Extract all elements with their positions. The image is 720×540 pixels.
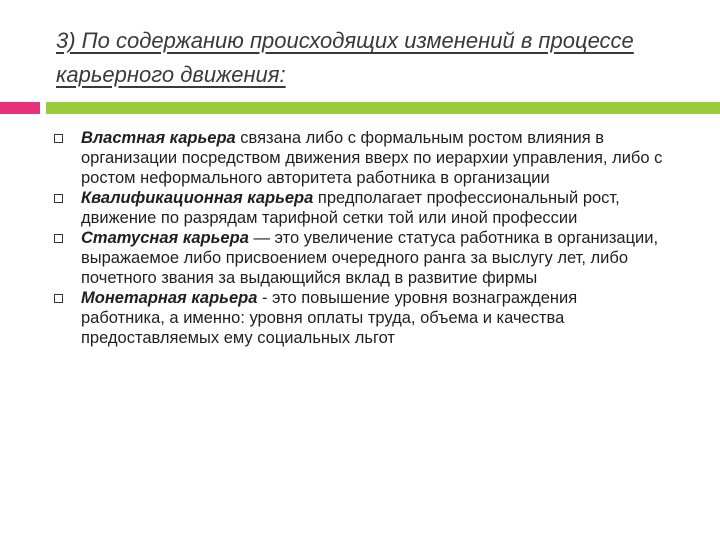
accent-bar-green	[46, 102, 720, 114]
list-item	[54, 288, 664, 348]
list-item	[54, 128, 664, 188]
square-bullet-icon	[54, 234, 63, 243]
list-item-term: Монетарная карьера	[81, 289, 258, 307]
career-types-list	[54, 128, 664, 348]
list-item-text	[81, 188, 664, 228]
list-item-text	[81, 128, 664, 188]
list-item-term: Квалификационная карьера	[81, 189, 314, 207]
list-item-text	[81, 228, 664, 288]
list-item-text	[81, 288, 664, 348]
list-item-description: — это увеличение статуса работника в организации, выражаемое либо присвоением очередного ранга за выслугу лет, либо почетного звания за выдающийся вклад в развитие фирмы	[81, 229, 659, 287]
list-item-term: Статусная карьера	[81, 229, 249, 247]
list-item-term: Властная карьера	[81, 129, 236, 147]
slide-title: 3) По содержанию происходящих изменений в процессе карьерного движения:	[56, 28, 634, 87]
list-item-description: - это повышение уровня вознаграждения работника, а именно: уровня оплаты труда, объема и качества предоставляемых ему социальных льгот	[81, 289, 578, 347]
list-item-description: связана либо с формальным ростом влияния в организации посредством движения вверх по иерархии управления, либо с ростом неформального авторитета работника в организации	[81, 129, 663, 187]
square-bullet-icon	[54, 134, 63, 143]
list-item-description: предполагает профессиональный рост, движение по разрядам тарифной сетки той или иной профессии	[81, 189, 620, 227]
list-item	[54, 188, 664, 228]
list-item	[54, 228, 664, 288]
accent-bar-pink	[0, 102, 40, 114]
square-bullet-icon	[54, 294, 63, 303]
square-bullet-icon	[54, 194, 63, 203]
